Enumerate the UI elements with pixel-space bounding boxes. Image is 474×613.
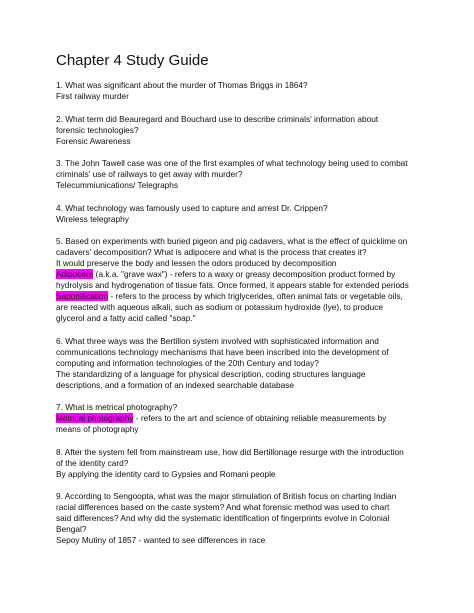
question-2 <box>56 114 428 147</box>
question-text: 5. Based on experiments with buried pigeon and pig cadavers, what is the effect of quicklime on <box>56 236 408 246</box>
answer-text: Forensic Awareness <box>56 135 131 146</box>
question-7 <box>56 402 428 435</box>
question-text: of the identity card? <box>56 457 129 468</box>
page-title: Chapter 4 Study Guide <box>56 52 209 69</box>
answer-text: Wireless telegraphy <box>56 213 129 224</box>
answer-text: By applying the identity card to Gypsies and Romani people <box>56 468 276 479</box>
question-5 <box>56 236 428 324</box>
question-text: 7. What is metrical photography? <box>56 402 178 412</box>
question-text: racial differences based on the caste system? And what forensic method was used to chart <box>56 502 390 512</box>
definition-line <box>56 269 428 280</box>
question-text: communications technology mechanisms that have been inscribed into the development of <box>56 346 389 357</box>
highlighted-term: Saponification <box>56 291 109 301</box>
definition-text: - refers to the art and science of obtaining reliable measurements by <box>133 413 387 423</box>
question-text: Bengal? <box>56 524 87 534</box>
highlighted-term: Adipocere <box>56 269 94 279</box>
definition-line <box>56 291 428 302</box>
question-6 <box>56 336 428 391</box>
study-guide-body <box>56 80 428 546</box>
question-text: forensic technologies? <box>56 124 139 135</box>
question-text: 8. After the system fell from mainstream use, how did Bertillonage resurge with the introduction <box>56 446 404 457</box>
question-text: criminals' use of railways to get away with murder? <box>56 169 243 179</box>
definition-text: are reacted with aqueous alkali, such as sodium or potassium hydroxide (lye), to produce <box>56 302 383 312</box>
answer-text: First railway murder <box>56 91 129 101</box>
question-text: 9. According to Sengoopta, what was the major stimulation of British focus on charting Indian <box>56 491 397 501</box>
question-8 <box>56 447 428 480</box>
question-9 <box>56 491 428 546</box>
question-1 <box>56 80 428 102</box>
question-3 <box>56 158 428 191</box>
question-text: 1. What was significant about the murder of Thomas Briggs in 1864? <box>56 80 308 90</box>
question-text: 6. What three ways was the Bertillon system involved with sophisticated information and <box>56 335 379 346</box>
highlighted-term: Metrical photography <box>56 413 134 423</box>
question-text: 4. What technology was famously used to capture and arrest Dr. Crippen? <box>56 202 328 213</box>
definition-text: means of photography <box>56 424 139 434</box>
question-text: computing and information technologies of the 20th Century and today? <box>56 357 319 368</box>
definition-text: hydrolysis and hydrogenation of tissue fats. Once formed, it appears stable for extended periods <box>56 280 409 290</box>
question-4 <box>56 203 428 225</box>
definition-line <box>56 413 428 424</box>
answer-text: Telecummiunications/ Telegraphs <box>56 180 179 190</box>
answer-text: Sepoy Mutiny of 1857 - wanted to see differences in race <box>56 535 266 545</box>
question-text: 3. The John Tawell case was one of the first examples of what technology being used to combat <box>56 158 408 168</box>
answer-text: It would preserve the body and lessen the odors produced by decomposition <box>56 258 337 268</box>
answer-text: The standardizing of a language for physical description, coding structures language <box>56 368 366 379</box>
question-text: cadavers' decomposition? What is adipocere and what is the process that creates it? <box>56 247 367 257</box>
question-text: said differences? And why did the systematic identification of fingerprints evolve in Colonial <box>56 513 390 523</box>
definition-text: glycerol and a fatty acid called "soap." <box>56 313 196 323</box>
definition-text: (a.k.a. "grave wax") - refers to a waxy or greasy decomposition product formed by <box>93 269 396 279</box>
definition-text: - refers to the process by which triglycerides, often animal fats or vegetable oils, <box>108 291 403 301</box>
question-text: 2. What term did Beauregard and Bouchard use to describe criminals' information about <box>56 113 379 124</box>
answer-text: descriptions, and a formation of an indexed searchable database <box>56 379 295 390</box>
